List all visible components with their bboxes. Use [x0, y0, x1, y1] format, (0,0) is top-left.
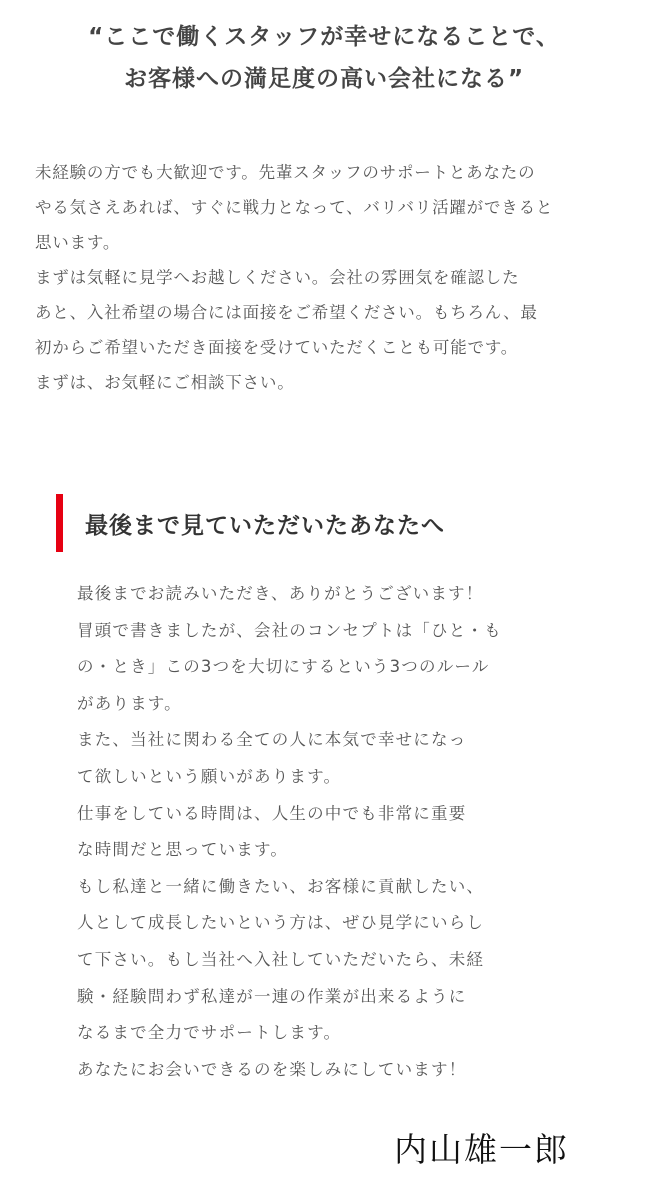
message-line: て下さい。もし当社へ入社していただいたら、未経	[77, 949, 485, 969]
message-line: 最後までお読みいただき、ありがとうございます！	[77, 584, 484, 603]
message-line: 仕事をしている時間は、人生の中でも非常に重要	[77, 803, 467, 823]
intro-line: 思います。	[35, 233, 121, 252]
headline-quote	[0, 16, 648, 100]
headline-quote-line: “ここで働くスタッフが幸せになることで、	[88, 24, 560, 50]
intro-line: 初からご希望いただき面接を受けていただくことも可能です。	[35, 338, 519, 357]
message-line: があります。	[77, 693, 182, 713]
message-line: もし私達と一緒に働きたい、お客様に貢献したい、	[77, 876, 485, 896]
message-line: あなたにお会いできるのを楽しみにしています！	[77, 1059, 467, 1079]
heading-accent-bar	[56, 494, 63, 552]
message-line: な時間だと思っています。	[77, 840, 289, 860]
closing-message	[77, 576, 547, 1088]
headline-quote-line: お客様への満足度の高い会社になる”	[123, 66, 525, 92]
intro-line: まずは気軽に見学へお越しください。会社の雰囲気を確認した	[35, 268, 520, 287]
intro-line: あと、入社希望の場合には面接をご希望ください。もちろん、最	[35, 303, 538, 322]
message-line: なるまで全力でサポートします。	[77, 1023, 342, 1043]
intro-line: 未経験の方でも大歓迎です。先輩スタッフのサポートとあなたの	[35, 163, 536, 182]
signature: 内山雄一郎	[394, 1130, 569, 1169]
intro-paragraph	[35, 155, 625, 400]
message-line: また、当社に関わる全ての人に本気で幸せになっ	[77, 730, 467, 750]
intro-line: まずは、お気軽にご相談下さい。	[35, 373, 295, 392]
message-line: て欲しいという願いがあります。	[77, 766, 342, 786]
message-line: 人として成長したいという方は、ぜひ見学にいらし	[77, 913, 485, 933]
section-heading	[56, 494, 445, 552]
message-line: の・とき」この3つを大切にするという3つのルール	[77, 657, 490, 677]
message-line: 験・経験問わず私達が一連の作業が出来るように	[77, 986, 467, 1006]
message-line: 冒頭で書きましたが、会社のコンセプトは「ひと・も	[77, 620, 502, 640]
intro-line: やる気さえあれば、すぐに戦力となって、バリバリ活躍ができると	[35, 198, 554, 217]
section-heading-title: 最後まで見ていただいたあなたへ	[85, 512, 445, 539]
